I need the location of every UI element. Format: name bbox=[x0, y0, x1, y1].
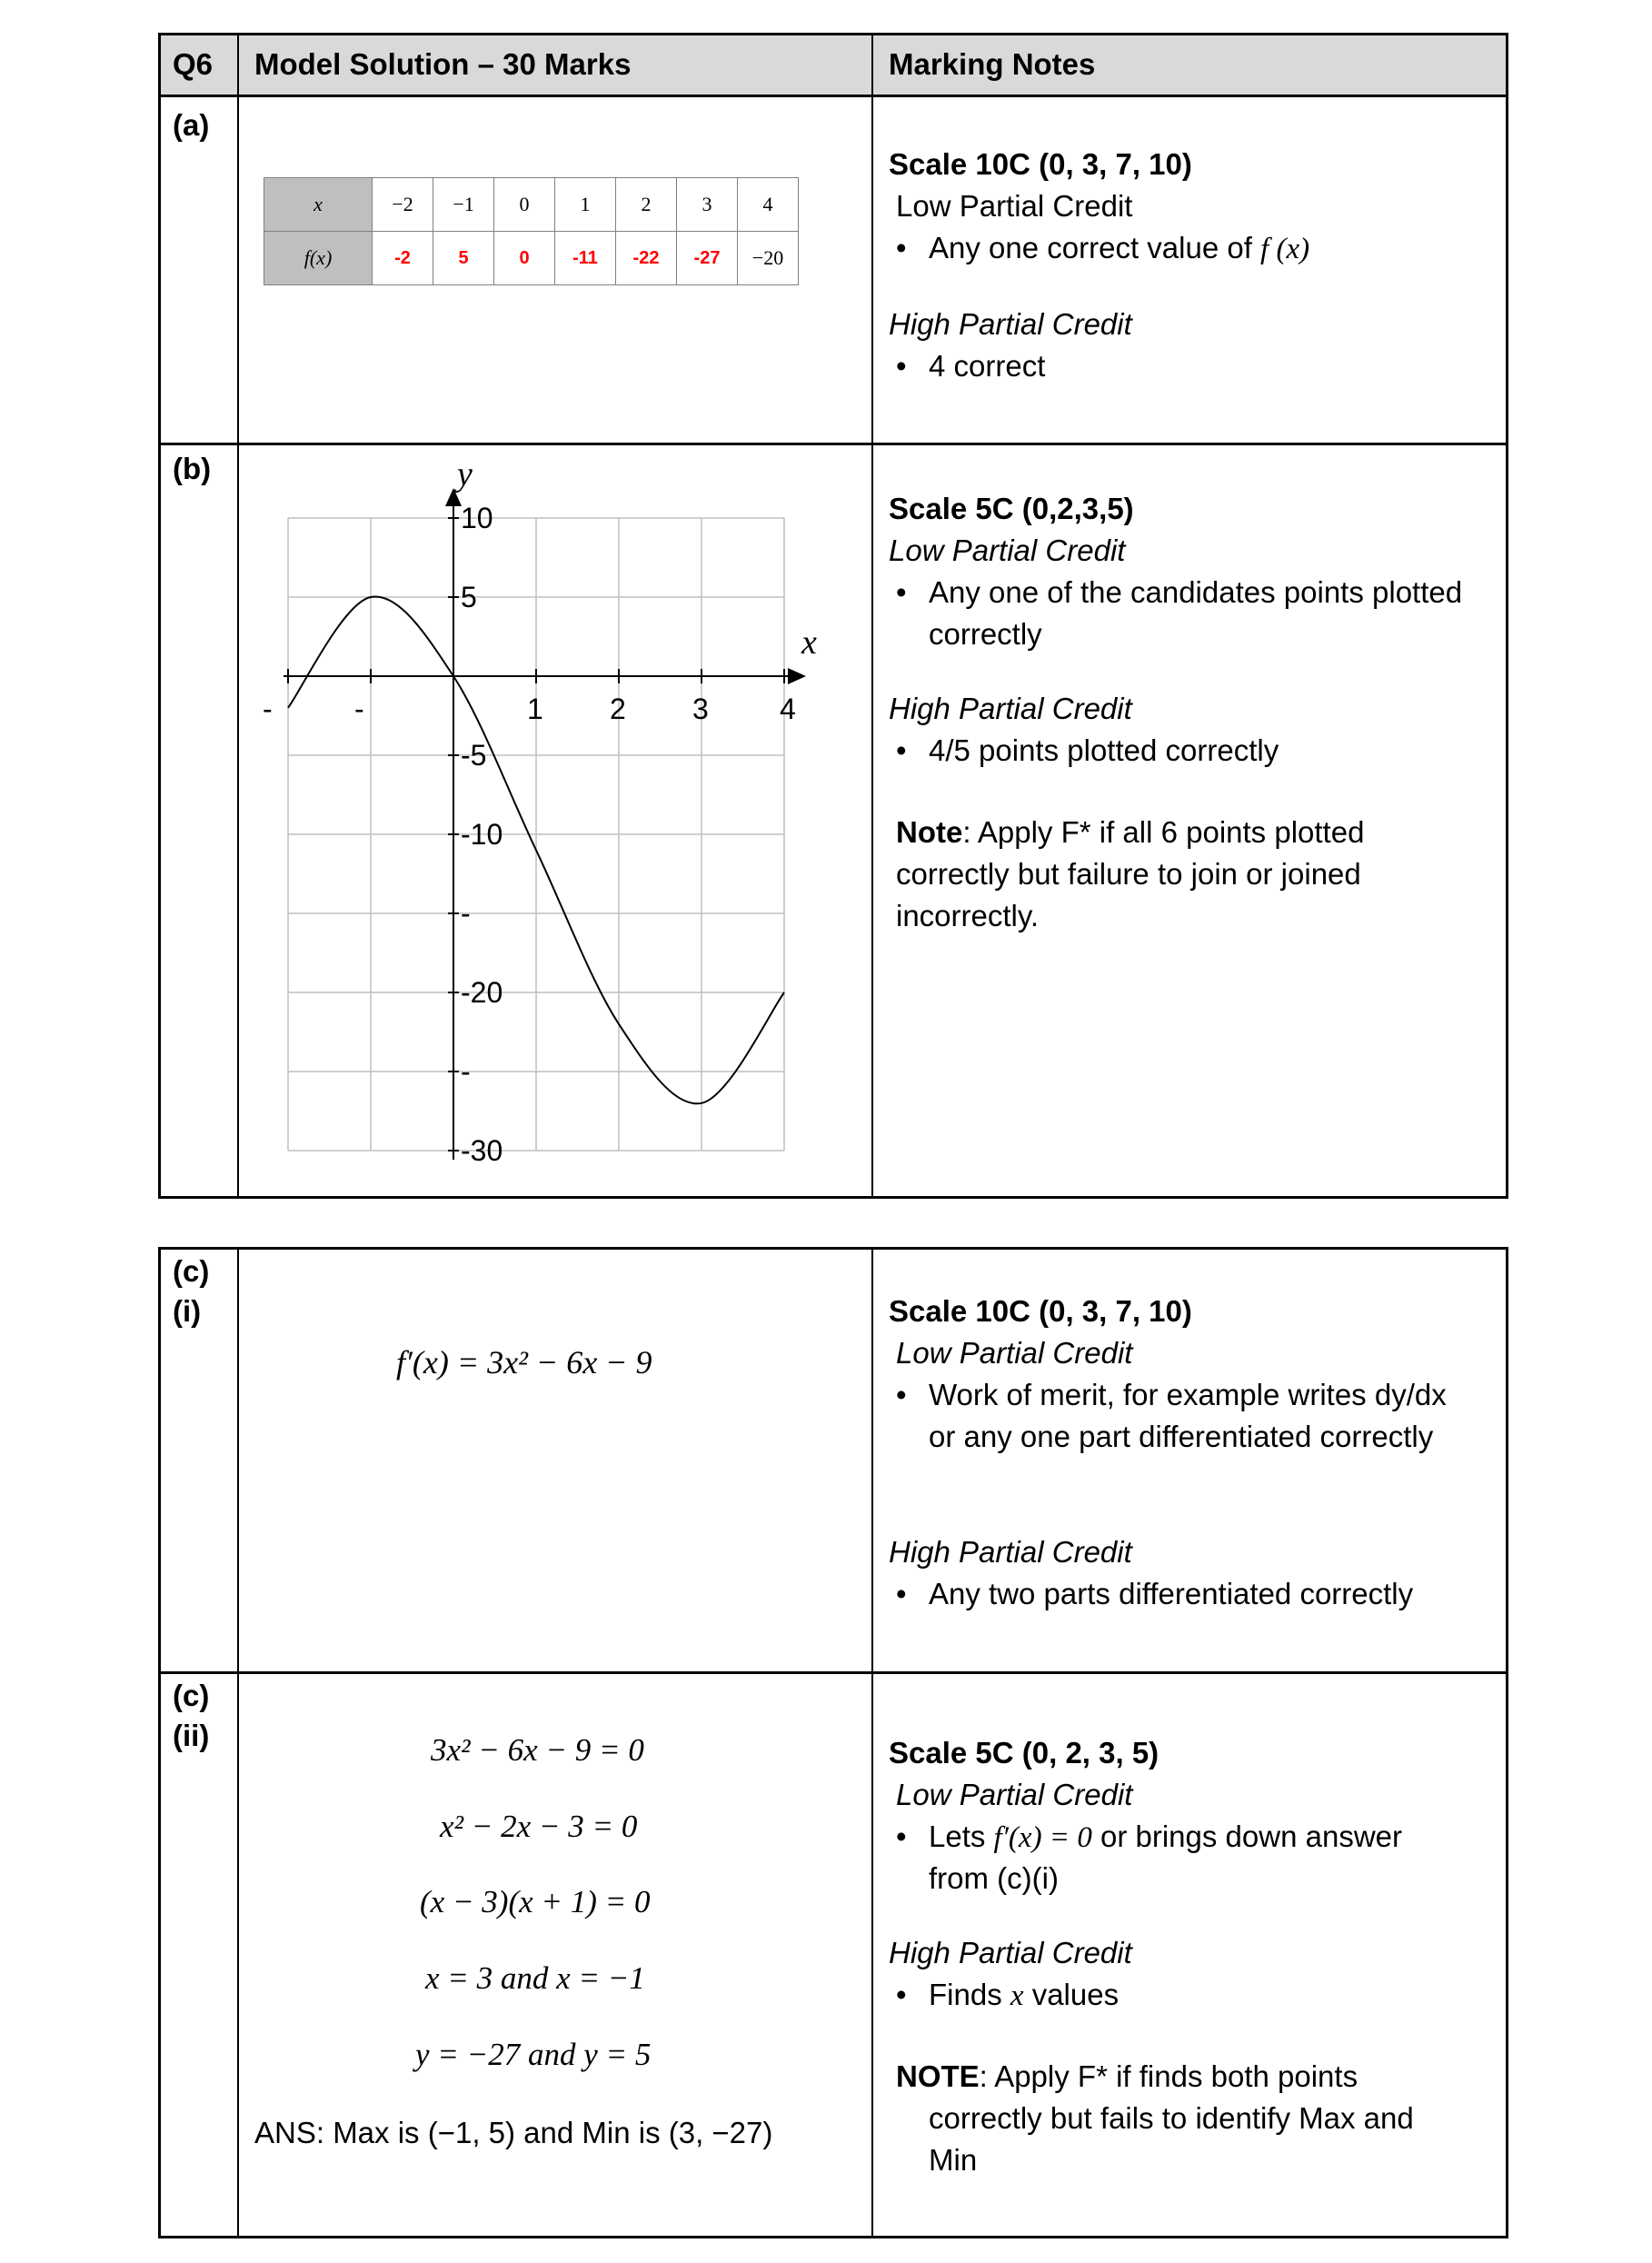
part-b-low-bullet-cont: correctly bbox=[929, 617, 1042, 651]
bullet-math: f (x) bbox=[1260, 233, 1310, 265]
part-cii-note-line1 bbox=[896, 2056, 1358, 2098]
y-tick-label: - bbox=[461, 897, 471, 930]
part-b-note-line1 bbox=[896, 812, 1364, 853]
bullet-math: x bbox=[1010, 1979, 1024, 2012]
part-cii-note-line3: Min bbox=[929, 2143, 978, 2177]
fx-cell: -11 bbox=[555, 232, 616, 285]
x-cell: 3 bbox=[677, 178, 738, 232]
bullet-text: Any two parts differentiated correctly bbox=[929, 1577, 1414, 1610]
x-cell: 1 bbox=[555, 178, 616, 232]
part-ci-high-credit: High Partial Credit bbox=[889, 1535, 1132, 1569]
working-line: 3x² − 6x − 9 = 0 bbox=[431, 1732, 644, 1768]
graph-axes bbox=[284, 488, 806, 1160]
x-tick-label: - bbox=[354, 693, 364, 725]
table2-border-top bbox=[158, 1247, 1508, 1250]
part-a-high-credit: High Partial Credit bbox=[889, 307, 1132, 341]
bullet-icon: • bbox=[896, 231, 907, 264]
bullet-text: Lets bbox=[929, 1819, 994, 1853]
part-a-low-credit: Low Partial Credit bbox=[896, 189, 1133, 223]
table2-border-bottom bbox=[158, 2236, 1508, 2238]
part-cii-low-credit: Low Partial Credit bbox=[896, 1778, 1133, 1811]
table2-border-right bbox=[1506, 1247, 1508, 2238]
table2-row-divider bbox=[158, 1671, 1508, 1674]
table2-border-left bbox=[158, 1247, 161, 2238]
x-tick-label: 4 bbox=[780, 693, 796, 725]
y-tick-label: 10 bbox=[461, 502, 493, 534]
bullet-icon: • bbox=[896, 349, 907, 383]
table1-header-divider bbox=[158, 95, 1508, 97]
fx-cell: -27 bbox=[677, 232, 738, 285]
fx-cell: -2 bbox=[373, 232, 433, 285]
values-table-x-row bbox=[264, 178, 799, 232]
part-cii-scale: Scale 5C (0, 2, 3, 5) bbox=[889, 1736, 1159, 1770]
fx-cell: 0 bbox=[494, 232, 555, 285]
x-tick-label: - bbox=[263, 693, 273, 725]
derivative-answer: f′(x) = 3x² − 6x − 9 bbox=[396, 1344, 652, 1381]
x-axis-arrow-icon bbox=[788, 668, 806, 684]
x-tick-label: 3 bbox=[692, 693, 709, 725]
bullet-icon: • bbox=[896, 1819, 907, 1853]
y-tick-label: 5 bbox=[461, 581, 477, 613]
header-question: Q6 bbox=[173, 47, 214, 81]
fx-cell: -22 bbox=[616, 232, 677, 285]
part-b-label: (b) bbox=[173, 452, 212, 485]
part-ci-low-bullet-cont: or any one part differentiated correctly bbox=[929, 1420, 1434, 1453]
y-tick-label: -20 bbox=[461, 976, 503, 1009]
x-cell: −2 bbox=[373, 178, 433, 232]
working-line: x = 3 and x = −1 bbox=[425, 1960, 645, 1996]
part-b-high-credit: High Partial Credit bbox=[889, 692, 1132, 725]
fx-cell: −20 bbox=[738, 232, 799, 285]
part-b-note-line3: incorrectly. bbox=[896, 899, 1040, 932]
table2-col-divider-2 bbox=[871, 1247, 873, 2238]
values-table bbox=[264, 177, 799, 285]
header-marking-notes: Marking Notes bbox=[889, 47, 1096, 81]
values-table-fx-row bbox=[264, 232, 799, 285]
table2-col-divider-1 bbox=[237, 1247, 239, 2238]
bullet-text: Any one correct value of bbox=[929, 231, 1261, 264]
note-label: NOTE bbox=[896, 2059, 980, 2093]
working-line: (x − 3)(x + 1) = 0 bbox=[420, 1884, 651, 1919]
x-cell: −1 bbox=[433, 178, 494, 232]
part-cii-label-ii: (ii) bbox=[173, 1719, 210, 1752]
part-b-low-credit: Low Partial Credit bbox=[889, 533, 1126, 567]
x-tick-label: 2 bbox=[610, 693, 626, 725]
cubic-graph bbox=[245, 454, 863, 1181]
y-tick-label: -30 bbox=[461, 1134, 503, 1167]
part-b-scale: Scale 5C (0,2,3,5) bbox=[889, 492, 1134, 525]
graph-x-axis-label: x bbox=[801, 623, 817, 662]
bullet-math: f′(x) = 0 bbox=[993, 1821, 1092, 1854]
note-label: Note bbox=[896, 815, 963, 849]
bullet-text: Any one of the candidates points plotted bbox=[929, 575, 1463, 609]
x-cell: 4 bbox=[738, 178, 799, 232]
table1-border-right bbox=[1506, 33, 1508, 1199]
values-table-fx-head: f(x) bbox=[264, 232, 373, 285]
part-ci-label-c: (c) bbox=[173, 1254, 210, 1288]
note-text: : Apply F* if all 6 points plotted bbox=[962, 815, 1365, 849]
graph-y-axis-label: y bbox=[457, 455, 473, 493]
table1-row-divider bbox=[158, 443, 1508, 445]
part-ci-label-i: (i) bbox=[173, 1294, 202, 1328]
part-ci-low-credit: Low Partial Credit bbox=[896, 1336, 1133, 1370]
fx-cell: 5 bbox=[433, 232, 494, 285]
y-tick-label: -10 bbox=[461, 818, 503, 851]
table1-border-bottom bbox=[158, 1196, 1508, 1199]
values-table-x-head: x bbox=[264, 178, 373, 232]
bullet-icon: • bbox=[896, 733, 907, 767]
part-cii-label-c: (c) bbox=[173, 1679, 210, 1712]
bullet-icon: • bbox=[896, 1577, 907, 1610]
bullet-text: 4 correct bbox=[929, 349, 1046, 383]
part-b-note-line2: correctly but failure to join or joined bbox=[896, 857, 1361, 891]
bullet-text: 4/5 points plotted correctly bbox=[929, 733, 1279, 767]
part-cii-high-credit: High Partial Credit bbox=[889, 1936, 1132, 1969]
table1-border-left bbox=[158, 33, 161, 1199]
x-cell: 2 bbox=[616, 178, 677, 232]
y-tick-label: - bbox=[461, 1055, 471, 1088]
bullet-icon: • bbox=[896, 1978, 907, 2011]
bullet-text: or brings down answer bbox=[1091, 1819, 1402, 1853]
table1-col-divider-1 bbox=[237, 33, 239, 1199]
working-line: y = −27 and y = 5 bbox=[415, 2037, 652, 2072]
final-answer: ANS: Max is (−1, 5) and Min is (3, −27) bbox=[254, 2116, 773, 2149]
bullet-text: values bbox=[1023, 1978, 1120, 2011]
x-tick-label: 1 bbox=[527, 693, 543, 725]
part-cii-low-bullet-cont: from (c)(i) bbox=[929, 1861, 1059, 1895]
part-a-label: (a) bbox=[173, 108, 210, 142]
table1-col-divider-2 bbox=[871, 33, 873, 1199]
bullet-text: Work of merit, for example writes dy/dx bbox=[929, 1378, 1447, 1411]
header-model-solution: Model Solution – 30 Marks bbox=[254, 47, 632, 81]
x-cell: 0 bbox=[494, 178, 555, 232]
working-line: x² − 2x − 3 = 0 bbox=[440, 1809, 638, 1844]
part-ci-scale: Scale 10C (0, 3, 7, 10) bbox=[889, 1294, 1192, 1328]
bullet-text: Finds bbox=[929, 1978, 1010, 2011]
table1-border-top bbox=[158, 33, 1508, 35]
bullet-icon: • bbox=[896, 1378, 907, 1411]
part-cii-note-line2: correctly but fails to identify Max and bbox=[929, 2101, 1414, 2135]
part-a-scale: Scale 10C (0, 3, 7, 10) bbox=[889, 147, 1192, 181]
note-text: : Apply F* if finds both points bbox=[979, 2059, 1358, 2093]
y-tick-label: -5 bbox=[461, 739, 487, 772]
bullet-icon: • bbox=[896, 575, 907, 609]
graph-grid bbox=[288, 518, 784, 1151]
